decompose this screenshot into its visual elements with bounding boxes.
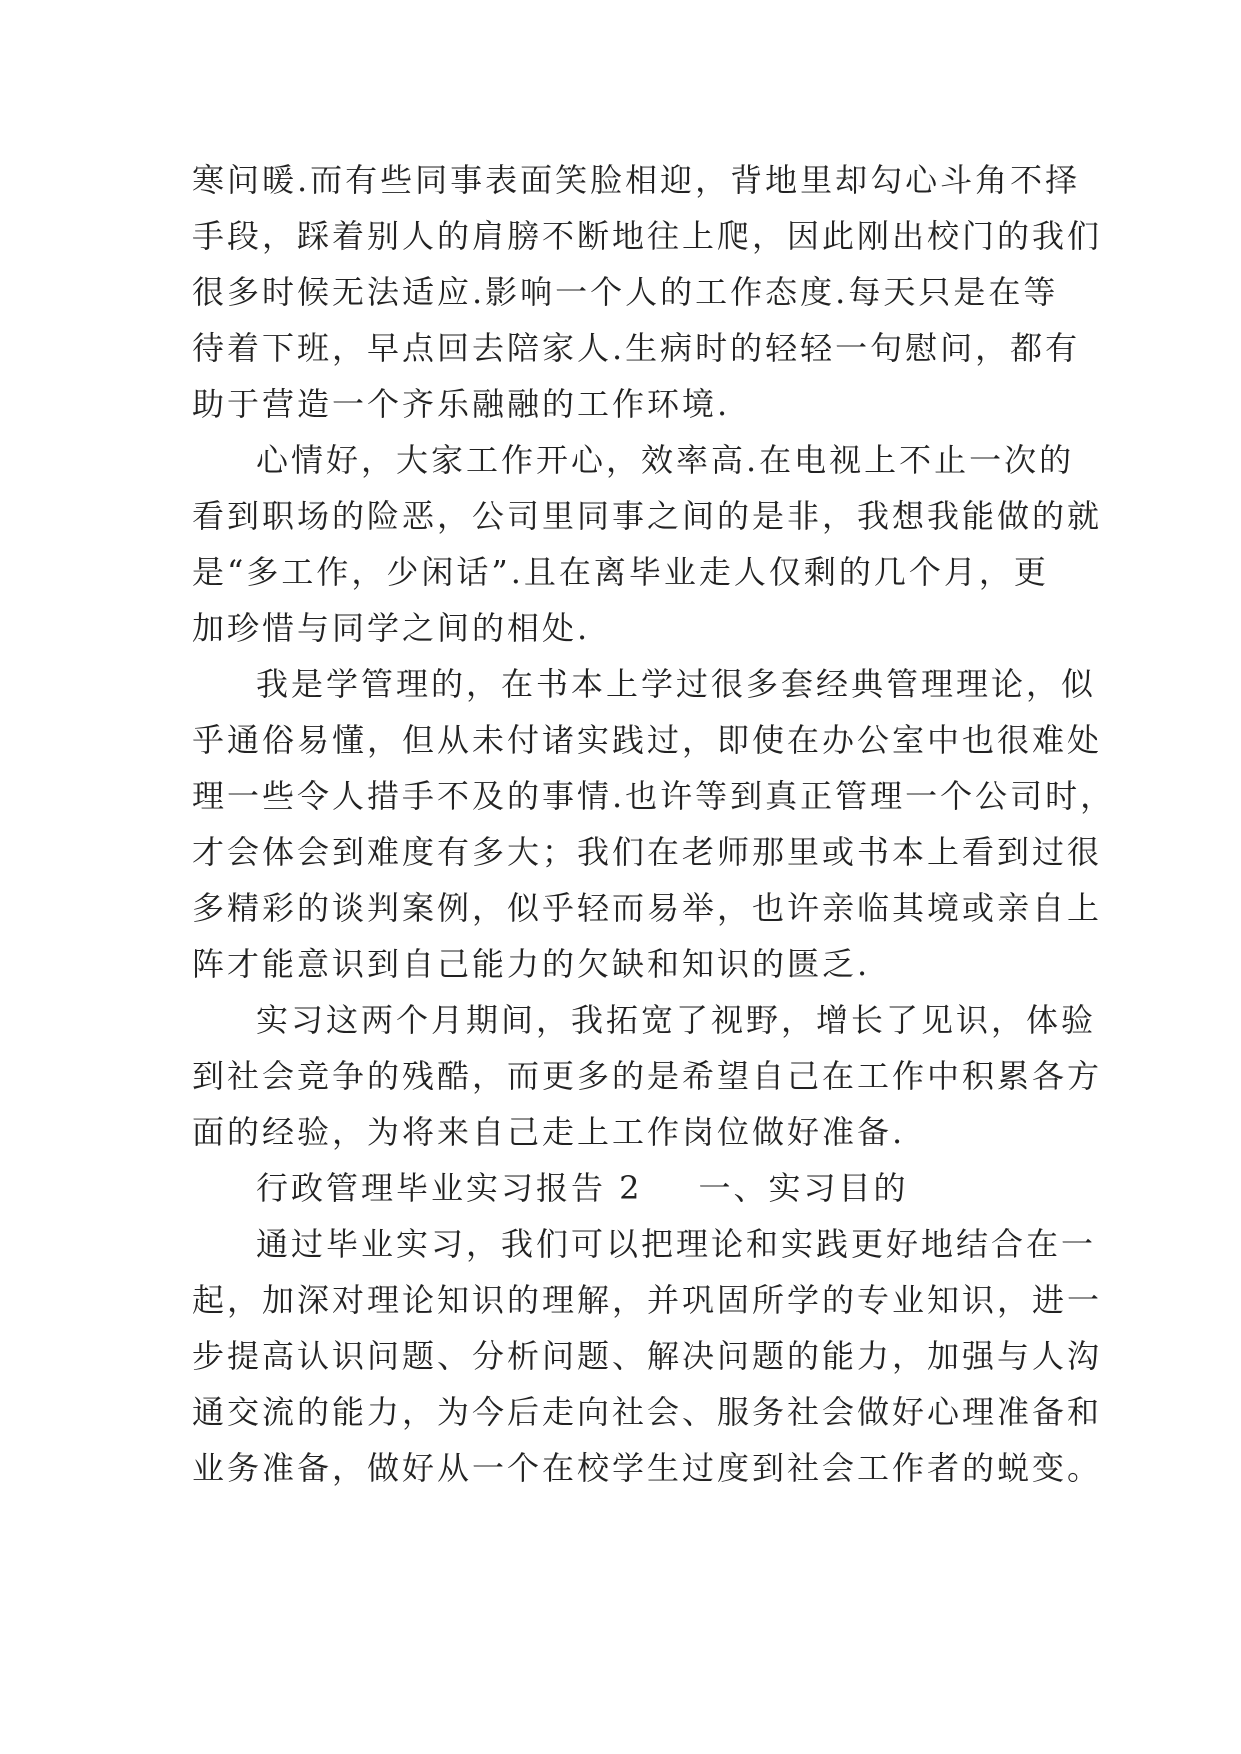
- paragraph-5: [192, 1216, 1103, 1496]
- text-line: 业务准备，做好从一个在校学生过度到社会工作者的蜕变。: [192, 1449, 1103, 1487]
- text-line: 才会体会到难度有多大；我们在老师那里或书本上看到过很: [192, 833, 1103, 871]
- text-line: 理一些令人措手不及的事情.也许等到真正管理一个公司时，: [192, 777, 1116, 815]
- text-line: 心情好，大家工作开心，效率高.在电视上不止一次的: [256, 441, 1075, 479]
- text-line: 多精彩的谈判案例，似乎轻而易举，也许亲临其境或亲自上: [192, 889, 1103, 927]
- text-line: 步提高认识问题、分析问题、解决问题的能力，加强与人沟: [192, 1337, 1103, 1375]
- section-title: 一、实习目的: [698, 1169, 909, 1207]
- text-line: 面的经验，为将来自己走上工作岗位做好准备.: [192, 1113, 906, 1151]
- text-line: 助于营造一个齐乐融融的工作环境.: [192, 385, 731, 423]
- paragraph-2: [192, 432, 1103, 656]
- text-line: 待着下班，早点回去陪家人.生病时的轻轻一句慰问，都有: [192, 329, 1081, 367]
- text-line: 是“多工作，少闲话”.且在离毕业走人仅剩的几个月，更: [192, 553, 1049, 591]
- document-body: [192, 152, 1116, 1496]
- text-line: 手段，踩着别人的肩膀不断地往上爬，因此刚出校门的我们: [192, 217, 1103, 255]
- text-line: 通过毕业实习，我们可以把理论和实践更好地结合在一: [256, 1225, 1097, 1263]
- paragraph-4: [192, 992, 1103, 1160]
- section-heading: [192, 1160, 1072, 1216]
- text-line: 乎通俗易懂，但从未付诸实践过，即使在办公室中也很难处: [192, 721, 1103, 759]
- text-line: 寒问暖.而有些同事表面笑脸相迎，背地里却勾心斗角不择: [192, 161, 1081, 199]
- report-title: 行政管理毕业实习报告 2: [256, 1169, 643, 1207]
- text-line: 我是学管理的，在书本上学过很多套经典管理理论，似: [256, 665, 1097, 703]
- text-line: 到社会竞争的残酷，而更多的是希望自己在工作中积累各方: [192, 1057, 1103, 1095]
- paragraph-1: [192, 152, 1103, 432]
- text-line: 阵才能意识到自己能力的欠缺和知识的匮乏.: [192, 945, 871, 983]
- paragraph-3: [192, 656, 1116, 992]
- text-line: 看到职场的险恶，公司里同事之间的是非，我想我能做的就: [192, 497, 1103, 535]
- text-line: 很多时候无法适应.影响一个人的工作态度.每天只是在等: [192, 273, 1059, 311]
- text-line: 加珍惜与同学之间的相处.: [192, 609, 591, 647]
- text-line: 起，加深对理论知识的理解，并巩固所学的专业知识，进一: [192, 1281, 1103, 1319]
- text-line: 通交流的能力，为今后走向社会、服务社会做好心理准备和: [192, 1393, 1103, 1431]
- text-line: 实习这两个月期间，我拓宽了视野，增长了见识，体验: [256, 1001, 1097, 1039]
